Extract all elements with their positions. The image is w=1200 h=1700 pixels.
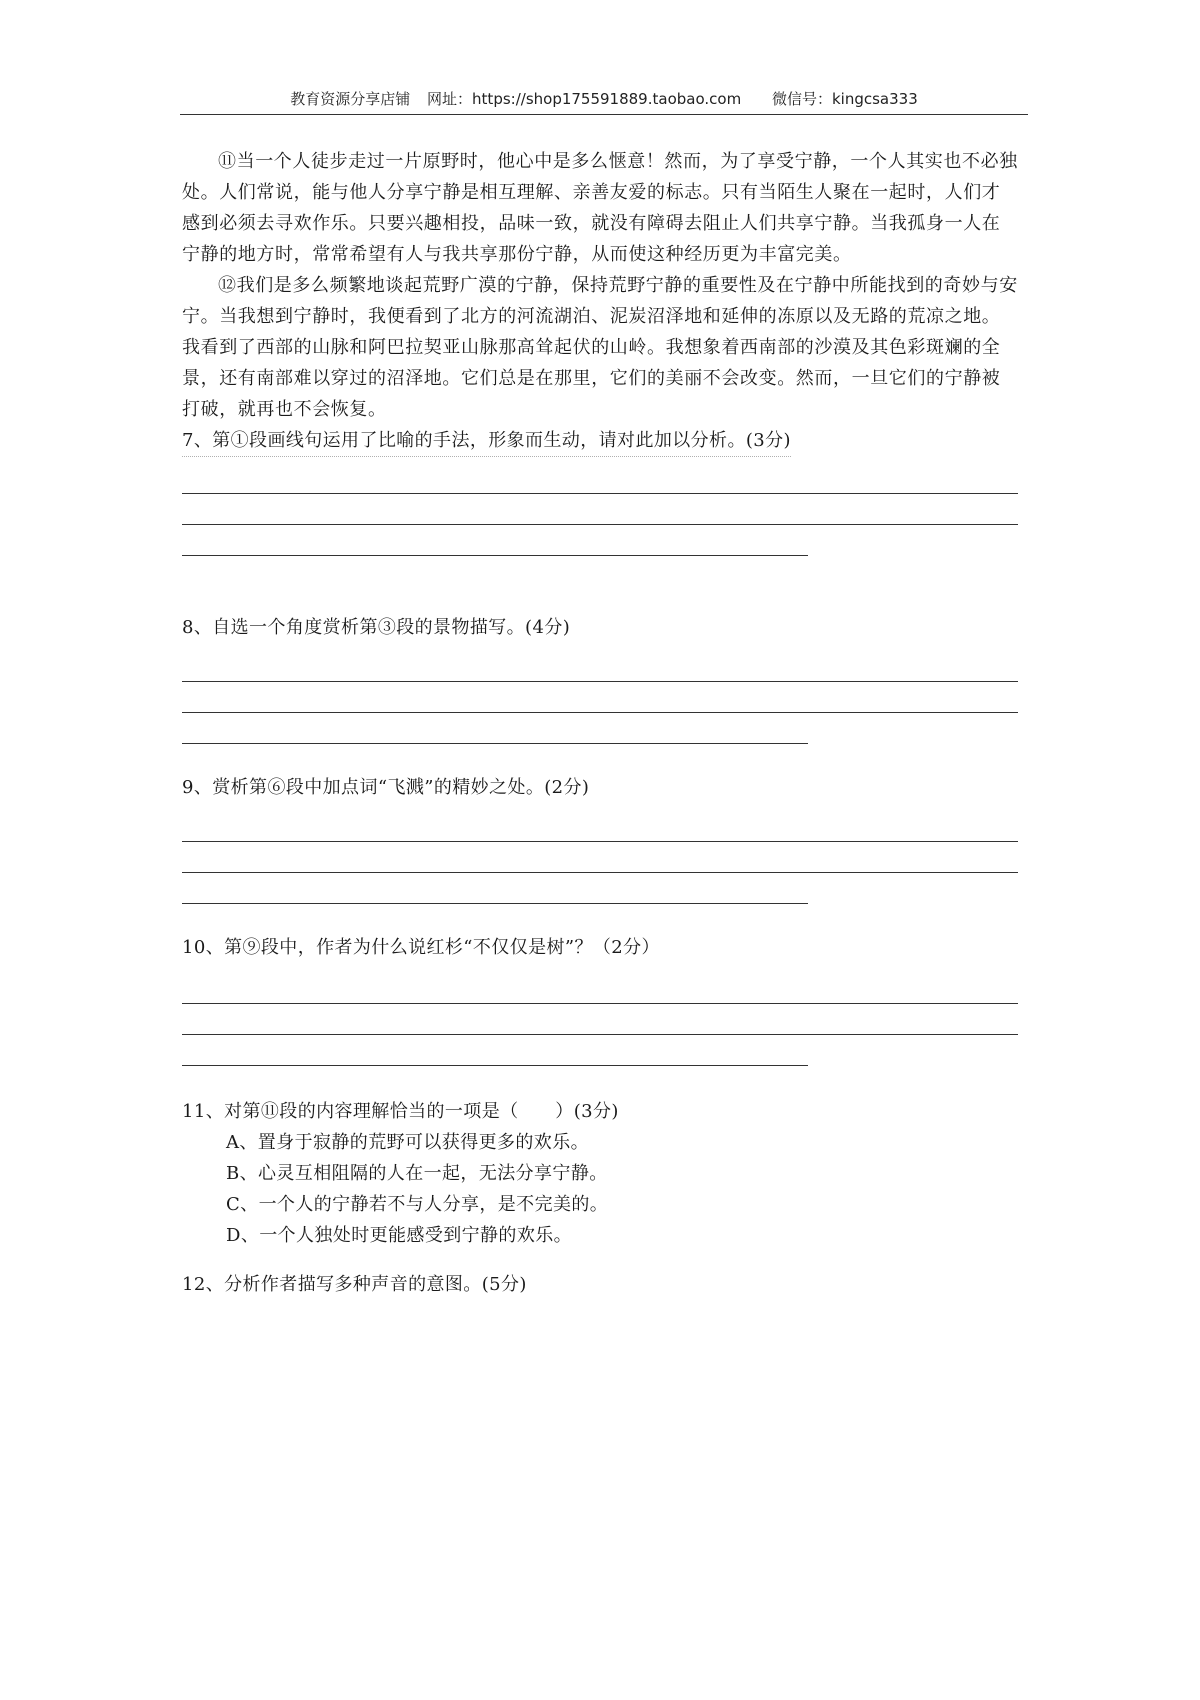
option-a[interactable]: A、置身于寂静的荒野可以获得更多的欢乐。	[226, 1132, 589, 1153]
option-c[interactable]: C、一个人的宁静若不与人分享，是不完美的。	[226, 1194, 609, 1215]
header-wechat: 微信号：kingcsa333	[771, 90, 918, 108]
question-11: 11、对第⑪段的内容理解恰当的一项是（ ）(3分)	[182, 1101, 619, 1122]
header-shop-name: 教育资源分享店铺	[290, 90, 411, 108]
answer-line	[182, 493, 1018, 494]
answer-line	[182, 1003, 1018, 1004]
header-url: 网址：https://shop175591889.taobao.com	[427, 90, 742, 108]
answer-line	[182, 743, 808, 744]
answer-line	[182, 1065, 808, 1066]
question-8: 8、自选一个角度赏析第③段的景物描写。(4分)	[182, 617, 571, 638]
answer-line	[182, 524, 1018, 525]
answer-lines-9[interactable]	[182, 841, 1018, 904]
paragraph-12: ⑫我们是多么频繁地谈起荒野广漠的宁静，保持荒野宁静的重要性及在宁静中所能找到的奇妙与安宁。当我想到宁静时，我便看到了北方的河流湖泊、泥炭沼泽地和延伸的冻原以及无路的荒凉之地。我看到了西部的山脉和阿巴拉契亚山脉那高耸起伏的山岭。我想象着西南部的沙漠及其色彩斑斓的全景，还有南部难以穿过的沼泽地。它们总是在那里，它们的美丽不会改变。然而，一旦它们的宁静被打破，就再也不会恢复。	[182, 275, 1018, 420]
answer-line	[182, 841, 1018, 842]
answer-line	[182, 555, 808, 556]
question-12: 12、分析作者描写多种声音的意图。(5分)	[182, 1274, 527, 1295]
answer-lines-10[interactable]	[182, 1003, 1018, 1066]
question-10: 10、第⑨段中，作者为什么说红杉“不仅仅是树”？（2分）	[182, 937, 660, 958]
answer-line	[182, 872, 1018, 873]
answer-line	[182, 903, 808, 904]
answer-line	[182, 681, 1018, 682]
option-d[interactable]: D、一个人独处时更能感受到宁静的欢乐。	[226, 1225, 573, 1246]
question-9: 9、赏析第⑥段中加点词“飞溅”的精妙之处。(2分)	[182, 777, 590, 798]
option-b[interactable]: B、心灵互相阻隔的人在一起，无法分享宁静。	[226, 1163, 608, 1184]
answer-lines-7[interactable]	[182, 493, 1018, 556]
answer-line	[182, 1034, 1018, 1035]
question-7-text: 7、第①段画线句运用了比喻的手法，形象而生动，请对此加以分析。(3分)	[182, 425, 791, 457]
page-header	[180, 86, 1028, 115]
answer-lines-8[interactable]	[182, 681, 1018, 744]
question-7	[182, 425, 1018, 457]
document-body	[182, 146, 1018, 1300]
paragraph-11: ⑪当一个人徒步走过一片原野时，他心中是多么惬意！然而，为了享受宁静，一个人其实也不必独处。人们常说，能与他人分享宁静是相互理解、亲善友爱的标志。只有当陌生人聚在一起时，人们才感到必须去寻欢作乐。只要兴趣相投，品味一致，就没有障碍去阻止人们共享宁静。当我孤身一人在宁静的地方时，常常希望有人与我共享那份宁静，从而使这种经历更为丰富完美。	[182, 151, 1018, 265]
answer-line	[182, 712, 1018, 713]
